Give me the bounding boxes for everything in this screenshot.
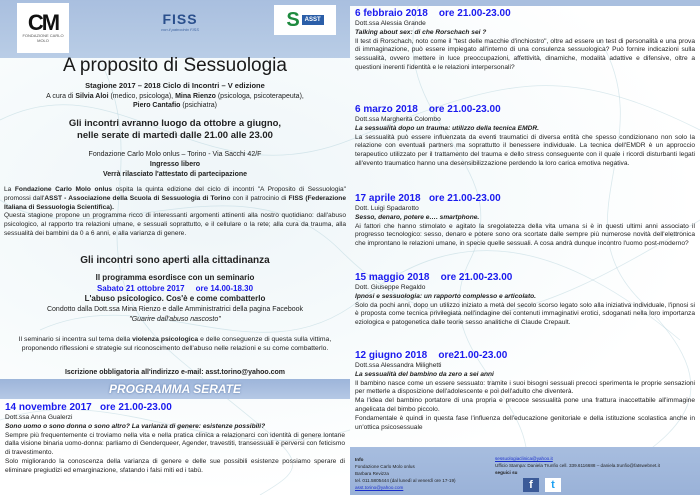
intro-text: La <box>4 186 15 193</box>
event-title: Sono uomo o sono donna o sono altro? La varianza di genere: esistenze possibili? <box>5 422 266 430</box>
fondazione-carlo-molo-logo <box>17 3 69 53</box>
event-description: Solo da pochi anni, dopo un utilizzo iniziato a metà del secolo scorso legato solo alla iniziativa individuale, l'ipnosi si è proposta come tecnica privilegiata nell'indagine dei contenuti immaginativi erotici, sdoganati nella loro importanza eziologica e patogenetica dalle teorie sesso analitiche di Claude Crepault. <box>355 301 695 327</box>
header-band <box>350 0 700 6</box>
free-entry: Ingresso libero <box>149 161 201 168</box>
intro-text: ospita la quinta edizione del ciclo di incontri "A Proposito di Sessuologia" promossi dall' <box>4 186 346 202</box>
asst-logo <box>274 5 336 35</box>
event-speaker: Dott.ssa Anna Gualerzi <box>5 414 73 421</box>
fiss-logo-text: FISS <box>162 10 198 27</box>
curator-name: Piero Cantafio <box>132 102 181 109</box>
event-description: Il bambino nasce come un essere sessuato: tramite i suoi bisogni sessuali precoci sperimenta le proprie sensazioni per metterle a disposizione dell'adolescente e poi dell'adulto che diventerà. <box>355 379 695 396</box>
twitter-icon[interactable]: t <box>545 478 561 492</box>
follow-us-label: seguici su <box>495 470 518 475</box>
footer-press <box>495 455 660 492</box>
event-date: 6 febbraio 2018 ore 21.00-23.00 <box>355 8 511 19</box>
event-title: La sessualità del bambino da zero a sei anni <box>355 370 494 378</box>
press-office: Ufficio Stampa: Daniela Trunfio cell. 339.6116688 – daniela.trunfio@fatswebnet.it <box>495 463 660 468</box>
event-speaker: Dott.ssa Alessandra Milighetti <box>355 362 442 369</box>
registration-note: Iscrizione obbligatoria all'indirizzo e-mail: asst.torino@yahoo.com <box>64 369 286 376</box>
event-description: Ma l'idea del bambino portatore di una propria e precoce sessualità pone una frattura inaccettabile all'immagine angelicata del bimbo piccolo. <box>355 397 695 413</box>
event-description: Il test di Rorschach, noto come il "test delle macchie d'inchiostro", oltre ad essere un test di personalità e una prova di immaginazione, può essere impiegato all'interno di una consulenza sessuologica? Può fornire indicazioni sulla sessualità, ovvero mettere in luce preoccupazioni, affettività, dinamiche, modalità adattive e difensive, oltre a questioni inerenti l'identità e le relazioni interpersonali? <box>355 37 695 71</box>
event-speaker: Dott.ssa Margherita Colombo <box>355 116 441 123</box>
program-heading-bar: PROGRAMMA SERATE <box>0 379 350 399</box>
curator-role: (medico, psicologa), <box>108 93 176 100</box>
event-title: Ipnosi e sessuologia: un rapporto complesso e articolato. <box>355 292 536 300</box>
seminar-title: L'abuso psicologico. Cos'è e come combatterlo <box>84 294 266 303</box>
cm-logo-text: FONDAZIONE CARLO MOLO <box>22 33 64 43</box>
curator-name: Mina Rienzo <box>175 93 216 100</box>
event-speaker: Dott. Giuseppe Regaldo <box>355 284 426 291</box>
event-item <box>355 272 695 328</box>
seminar-date: Sabato 21 ottobre 2017 ore 14.00-18.30 <box>96 283 254 293</box>
seminar-desc-text: e delle conseguenze di questa sulla vittima, proponendo riflessioni e strategie sul riconoscimento dell'abuso nelle relazioni e su come combatterlo. <box>21 336 332 352</box>
event-item <box>355 350 695 432</box>
meetings-line: nelle serate di martedì dalle 21.00 alle 23.00 <box>77 130 273 141</box>
footer-email-link[interactable]: asst.torino@yahoo.com <box>355 485 404 490</box>
event-speaker: Dott.ssa Alessia Grande <box>355 20 426 27</box>
intro-paragraph-2: Questa stagione propone un programma ricco di interessanti argomenti attinenti alla nostro quotidiano: dall'abuso psicologico, al rapporto tra relazioni umane, e sessuali soprattutto, e il cellulare o la rete; alla cura da trauma, alla sessualità dei bambini da 0 a 6 anni, e alla varianza di genere. <box>4 212 346 237</box>
venue-info <box>0 150 350 180</box>
event-date: 17 aprile 2018 ore 21.00-23.00 <box>355 193 501 204</box>
fiss-logo <box>135 8 225 34</box>
facebook-icon[interactable]: f <box>523 478 539 492</box>
meetings-line: Gli incontri avranno luogo da ottobre a giugno, <box>68 118 282 129</box>
event-description: Ai fattori che hanno stimolato e agitato la sregolatezza della vita umana si è in questi ultimi anni associato il progresso tecnologico: sesso, denaro e potere sono ora scortate dalle sempre più numerose novità dell'elettronica che improntano le relazioni umane, in specie quelle sessuali. A cosa andrà dunque incontro l'uomo post-moderno? <box>355 222 695 248</box>
event-description: La sessualità può essere influenzata da eventi traumatici di diversa entità che spesso condizionano non solo la relazione con eventuali partners ma soprattutto il benessere individuale. La tecnica dell'EMDR è un approccio terapeutico utilizzato per il trattamento del trauma e dello stress conseguente con il quale i ricordi disturbanti legati all'evento traumatico hanno una desensibilizzazione perdendo la loro carica emotiva negativa. <box>355 133 695 167</box>
footer-email-link[interactable]: sessuologiaclinica@yahoo.it <box>495 456 553 461</box>
intro-bold: ASST - Associazione della Scuola di Sessuologia di Torino <box>44 194 231 202</box>
footer-info-label: Info <box>355 457 364 462</box>
event-date: 15 maggio 2018 ore 21.00-23.00 <box>355 272 513 283</box>
event-item <box>355 104 695 169</box>
venue-address: Fondazione Carlo Molo onlus – Torino - Via Sacchi 42/F <box>88 151 262 158</box>
curators <box>0 92 350 110</box>
intro-bold: Fondazione Carlo Molo onlus <box>14 186 113 193</box>
event-item <box>355 193 695 249</box>
seminar-desc-text: Il seminario si incentra sul tema della <box>18 336 133 343</box>
seminar-block <box>0 273 350 326</box>
asst-s-icon: S <box>286 8 300 31</box>
footer-org: Fondazione Carlo Molo onlus <box>355 464 415 469</box>
intro-text: con il patrocinio di <box>230 194 289 202</box>
open-to-public-heading: Gli incontri sono aperti alla cittadinanza <box>80 255 270 266</box>
asst-logo-text: ASST <box>302 15 324 25</box>
event-title: Sesso, denaro, potere e…. smartphone. <box>355 213 480 221</box>
event-date: 12 giugno 2018 ore21.00-23.00 <box>355 350 508 361</box>
seminar-description <box>0 335 350 353</box>
event-speaker: Dott. Luigi Spadarotto <box>355 205 419 212</box>
event-description: Solo migliorando la conoscenza della varianza di genere e delle sue possibili esistenze possiamo sperare di eliminare pregiudizi ed emarginazione, sfatando i falsi miti ed i tabù. <box>5 457 345 474</box>
event-title: La sessualità dopo un trauma: utilizzo della tecnica EMDR. <box>355 124 539 132</box>
facebook-page-name: "Guarire dall'abuso nascosto" <box>129 316 221 323</box>
curator-role: (psicologa, psicoterapeuta), <box>215 93 304 100</box>
curator-name: Silvia Aloi <box>75 93 109 100</box>
footer <box>350 447 700 495</box>
season-subtitle: Stagione 2017 – 2018 Ciclo di Incontri – V edizione <box>85 81 265 90</box>
fiss-patronage: con il patrocinio FISS <box>161 26 199 32</box>
certificate-note: Verrà rilasciato l'attestato di partecipazione <box>102 171 248 178</box>
event-description: Fondamentale è quindi in questa fase l'influenza dell'educazione genitoriale e della istituzione scolastica anche in un'ottica psicosessuale <box>355 414 695 431</box>
event-title: Talking about sex: di che Rorschach sei ? <box>355 28 487 36</box>
event-item <box>5 402 345 476</box>
event-description: Sempre più frequentemente ci troviamo nella vita e nella pratica clinica a relazionarci con identità di genere lontane dalla visione binaria uomo-donna: parliamo di Genderqueer, Agender, travestiti, transessuali e perversi con feticismo di travestimento. <box>5 431 345 457</box>
meetings-schedule <box>0 118 350 142</box>
footer-phone: tel. 011.5805444 (dal lunedì al venerdì ore 17-19) <box>355 478 456 483</box>
curator-role: (psichiatra) <box>180 102 218 109</box>
event-date: 14 novembre 2017 ore 21.00-23.00 <box>5 402 172 413</box>
seminar-conductors: Condotto dalla Dott.ssa Mina Rienzo e dalle Amministratrici della pagina Facebook <box>46 305 304 313</box>
curators-prefix: A cura di <box>46 93 76 100</box>
page-title: A proposito di Sessuologia <box>63 55 287 76</box>
intro-bold: FISS (Federazione Italiana di Sessuologia Scientifica). <box>4 194 346 211</box>
event-item <box>355 8 695 73</box>
event-date: 6 marzo 2018 ore 21.00-23.00 <box>355 104 501 115</box>
cm-logo-mark: CM <box>27 10 59 35</box>
right-column <box>350 0 700 495</box>
seminar-desc-bold: violenza psicologica <box>132 336 199 343</box>
footer-contact-name: Barbara Revizza <box>355 471 389 476</box>
footer-contact <box>355 456 456 491</box>
intro-paragraph <box>4 186 346 239</box>
seminar-intro: Il programma esordisce con un seminario <box>95 273 255 282</box>
